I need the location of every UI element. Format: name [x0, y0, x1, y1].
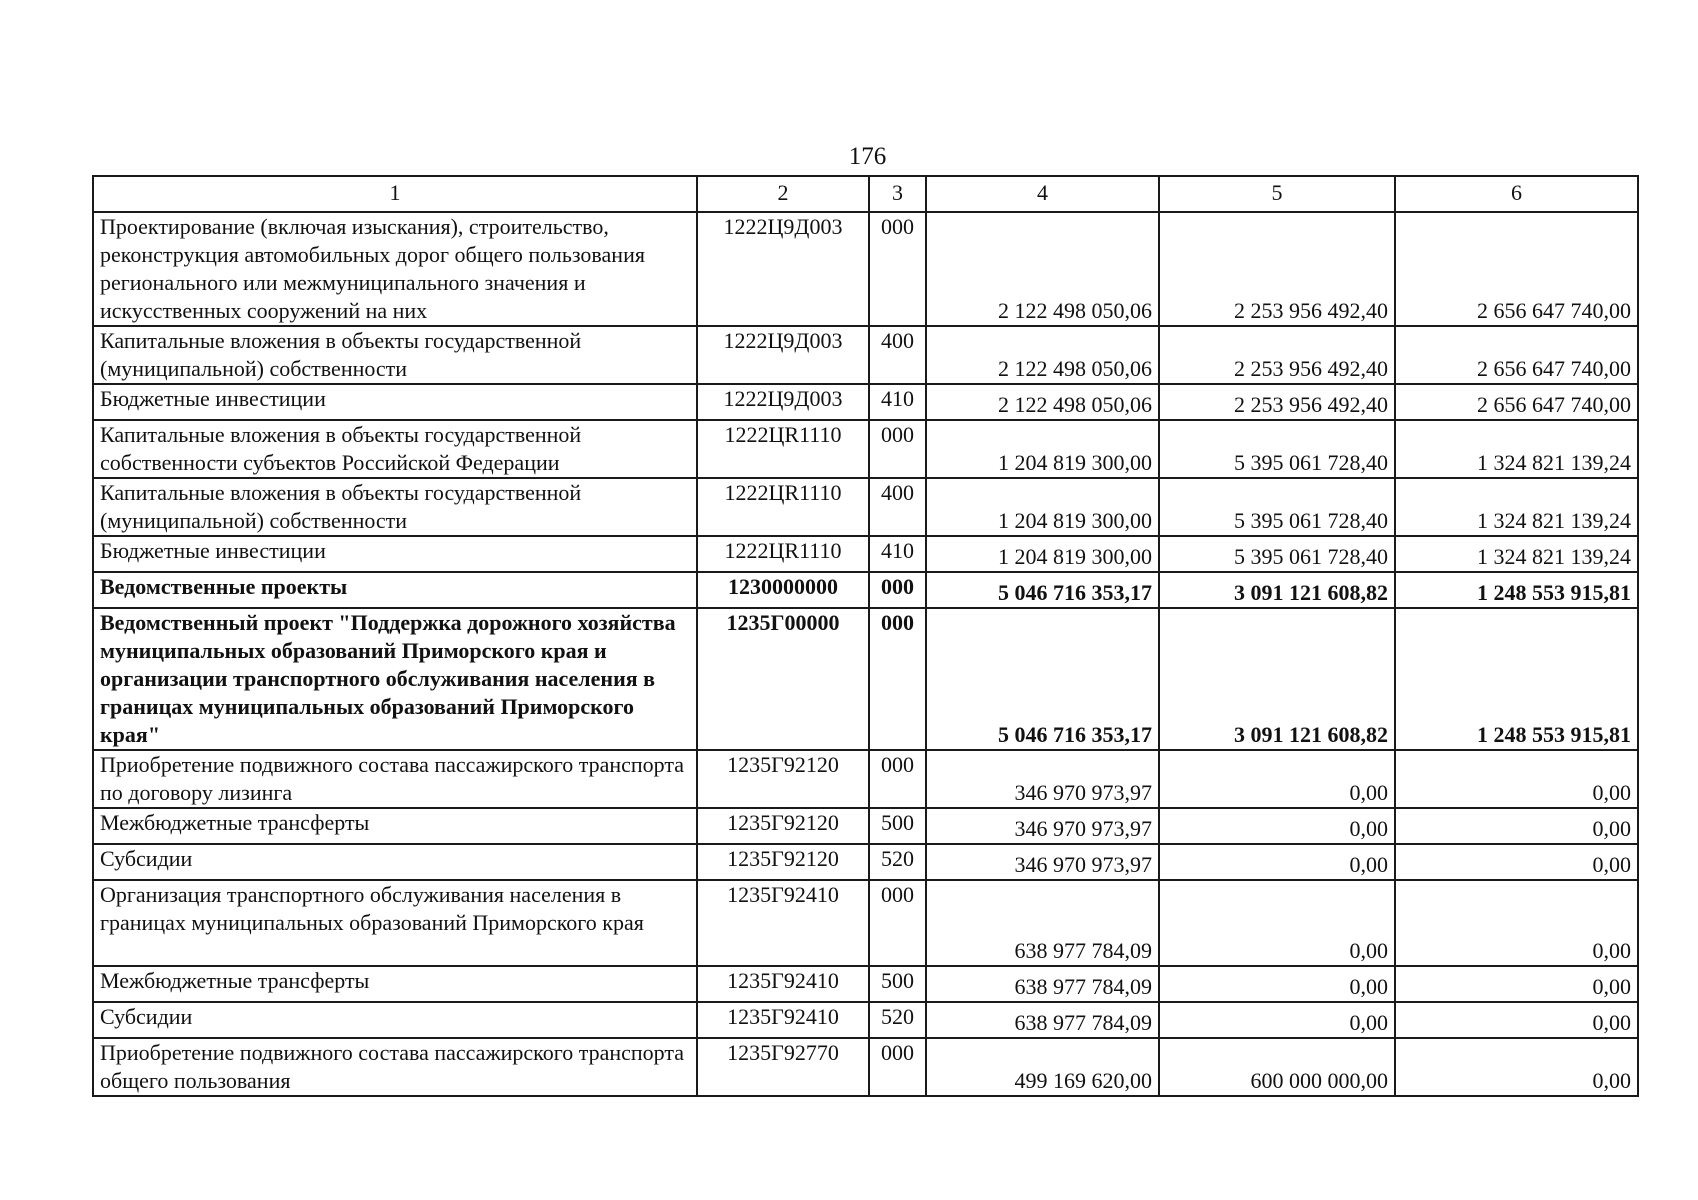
- table-row: [93, 1002, 1638, 1038]
- row-name: Ведомственный проект "Поддержка дорожного хозяйства муниципальных образований Приморского края и организации транспортного обслуживания населения в границах муниципальных образований Приморского края": [93, 608, 697, 750]
- row-kind: 000: [869, 572, 926, 608]
- row-amount-5: 0,00: [1159, 808, 1395, 844]
- budget-table: [92, 175, 1639, 1097]
- row-amount-5: 2 253 956 492,40: [1159, 384, 1395, 420]
- table-row: [93, 880, 1638, 966]
- row-amount-6: 1 324 821 139,24: [1395, 478, 1638, 536]
- row-code: 1222ЦR1110: [697, 536, 869, 572]
- table-header-row: [93, 176, 1638, 212]
- row-amount-5: 3 091 121 608,82: [1159, 572, 1395, 608]
- row-amount-6: 1 324 821 139,24: [1395, 420, 1638, 478]
- row-amount-5: 0,00: [1159, 966, 1395, 1002]
- table-row: [93, 750, 1638, 808]
- row-amount-4: 346 970 973,97: [926, 808, 1159, 844]
- row-amount-6: 0,00: [1395, 1038, 1638, 1096]
- row-code: 1222Ц9Д003: [697, 212, 869, 326]
- table-row: [93, 844, 1638, 880]
- row-code: 1235Г92410: [697, 1002, 869, 1038]
- row-code: 1230000000: [697, 572, 869, 608]
- row-name: Бюджетные инвестиции: [93, 536, 697, 572]
- header-cell: 6: [1395, 176, 1638, 212]
- row-amount-5: 0,00: [1159, 844, 1395, 880]
- row-amount-6: 1 324 821 139,24: [1395, 536, 1638, 572]
- row-amount-5: 3 091 121 608,82: [1159, 608, 1395, 750]
- header-cell: 1: [93, 176, 697, 212]
- row-kind: 000: [869, 420, 926, 478]
- row-amount-4: 1 204 819 300,00: [926, 420, 1159, 478]
- row-kind: 400: [869, 478, 926, 536]
- row-amount-4: 5 046 716 353,17: [926, 572, 1159, 608]
- row-code: 1235Г00000: [697, 608, 869, 750]
- row-amount-4: 2 122 498 050,06: [926, 326, 1159, 384]
- page-number: 176: [848, 143, 887, 170]
- row-code: 1235Г92120: [697, 808, 869, 844]
- row-code: 1222Ц9Д003: [697, 384, 869, 420]
- row-amount-5: 600 000 000,00: [1159, 1038, 1395, 1096]
- row-amount-6: 0,00: [1395, 880, 1638, 966]
- row-amount-5: 5 395 061 728,40: [1159, 478, 1395, 536]
- row-kind: 500: [869, 808, 926, 844]
- row-code: 1235Г92120: [697, 750, 869, 808]
- row-amount-4: 346 970 973,97: [926, 750, 1159, 808]
- row-name: Организация транспортного обслуживания населения в границах муниципальных образований Приморского края: [93, 880, 697, 966]
- table-row-total: [93, 608, 1638, 750]
- row-code: 1235Г92410: [697, 966, 869, 1002]
- row-name: Субсидии: [93, 1002, 697, 1038]
- row-kind: 520: [869, 1002, 926, 1038]
- row-name: Приобретение подвижного состава пассажирского транспорта по договору лизинга: [93, 750, 697, 808]
- row-amount-6: 0,00: [1395, 966, 1638, 1002]
- row-code: 1235Г92410: [697, 880, 869, 966]
- row-code: 1235Г92120: [697, 844, 869, 880]
- row-amount-4: 638 977 784,09: [926, 966, 1159, 1002]
- table-row: [93, 420, 1638, 478]
- row-amount-4: 5 046 716 353,17: [926, 608, 1159, 750]
- row-amount-5: 5 395 061 728,40: [1159, 420, 1395, 478]
- row-amount-6: 1 248 553 915,81: [1395, 572, 1638, 608]
- table-row: [93, 326, 1638, 384]
- row-amount-5: 0,00: [1159, 750, 1395, 808]
- row-kind: 520: [869, 844, 926, 880]
- table-row: [93, 966, 1638, 1002]
- row-kind: 410: [869, 384, 926, 420]
- row-amount-4: 638 977 784,09: [926, 1002, 1159, 1038]
- row-amount-5: 5 395 061 728,40: [1159, 536, 1395, 572]
- row-name: Межбюджетные трансферты: [93, 966, 697, 1002]
- header-cell: 5: [1159, 176, 1395, 212]
- row-amount-6: 0,00: [1395, 808, 1638, 844]
- row-amount-6: 0,00: [1395, 1002, 1638, 1038]
- row-name: Проектирование (включая изыскания), строительство, реконструкция автомобильных дорог общего пользования регионального или межмуниципального значения и искусственных сооружений на них: [93, 212, 697, 326]
- row-amount-5: 0,00: [1159, 880, 1395, 966]
- row-amount-4: 1 204 819 300,00: [926, 478, 1159, 536]
- table-row: [93, 384, 1638, 420]
- row-amount-6: 2 656 647 740,00: [1395, 326, 1638, 384]
- header-cell: 3: [869, 176, 926, 212]
- row-kind: 500: [869, 966, 926, 1002]
- row-name: Капитальные вложения в объекты государственной (муниципальной) собственности: [93, 326, 697, 384]
- header-cell: 4: [926, 176, 1159, 212]
- table-row: [93, 478, 1638, 536]
- row-amount-4: 499 169 620,00: [926, 1038, 1159, 1096]
- table-row: [93, 212, 1638, 326]
- row-name: Межбюджетные трансферты: [93, 808, 697, 844]
- row-amount-6: 0,00: [1395, 844, 1638, 880]
- row-name: Ведомственные проекты: [93, 572, 697, 608]
- row-amount-4: 638 977 784,09: [926, 880, 1159, 966]
- row-kind: 410: [869, 536, 926, 572]
- row-kind: 000: [869, 880, 926, 966]
- row-code: 1222ЦR1110: [697, 420, 869, 478]
- row-code: 1235Г92770: [697, 1038, 869, 1096]
- row-amount-6: 0,00: [1395, 750, 1638, 808]
- row-amount-6: 2 656 647 740,00: [1395, 384, 1638, 420]
- row-kind: 400: [869, 326, 926, 384]
- row-name: Приобретение подвижного состава пассажирского транспорта общего пользования: [93, 1038, 697, 1096]
- row-name: Субсидии: [93, 844, 697, 880]
- row-amount-4: 1 204 819 300,00: [926, 536, 1159, 572]
- row-amount-5: 2 253 956 492,40: [1159, 212, 1395, 326]
- header-cell: 2: [697, 176, 869, 212]
- table-row: [93, 536, 1638, 572]
- row-kind: 000: [869, 1038, 926, 1096]
- row-code: 1222Ц9Д003: [697, 326, 869, 384]
- row-amount-4: 346 970 973,97: [926, 844, 1159, 880]
- row-name: Бюджетные инвестиции: [93, 384, 697, 420]
- row-kind: 000: [869, 750, 926, 808]
- row-amount-4: 2 122 498 050,06: [926, 384, 1159, 420]
- table-row: [93, 808, 1638, 844]
- table-row: [93, 1038, 1638, 1096]
- row-kind: 000: [869, 608, 926, 750]
- row-name: Капитальные вложения в объекты государственной (муниципальной) собственности: [93, 478, 697, 536]
- row-amount-5: 2 253 956 492,40: [1159, 326, 1395, 384]
- row-amount-6: 2 656 647 740,00: [1395, 212, 1638, 326]
- row-amount-5: 0,00: [1159, 1002, 1395, 1038]
- row-code: 1222ЦR1110: [697, 478, 869, 536]
- row-amount-4: 2 122 498 050,06: [926, 212, 1159, 326]
- row-name: Капитальные вложения в объекты государственной собственности субъектов Российской Федерации: [93, 420, 697, 478]
- row-amount-6: 1 248 553 915,81: [1395, 608, 1638, 750]
- table-row-total: [93, 572, 1638, 608]
- row-kind: 000: [869, 212, 926, 326]
